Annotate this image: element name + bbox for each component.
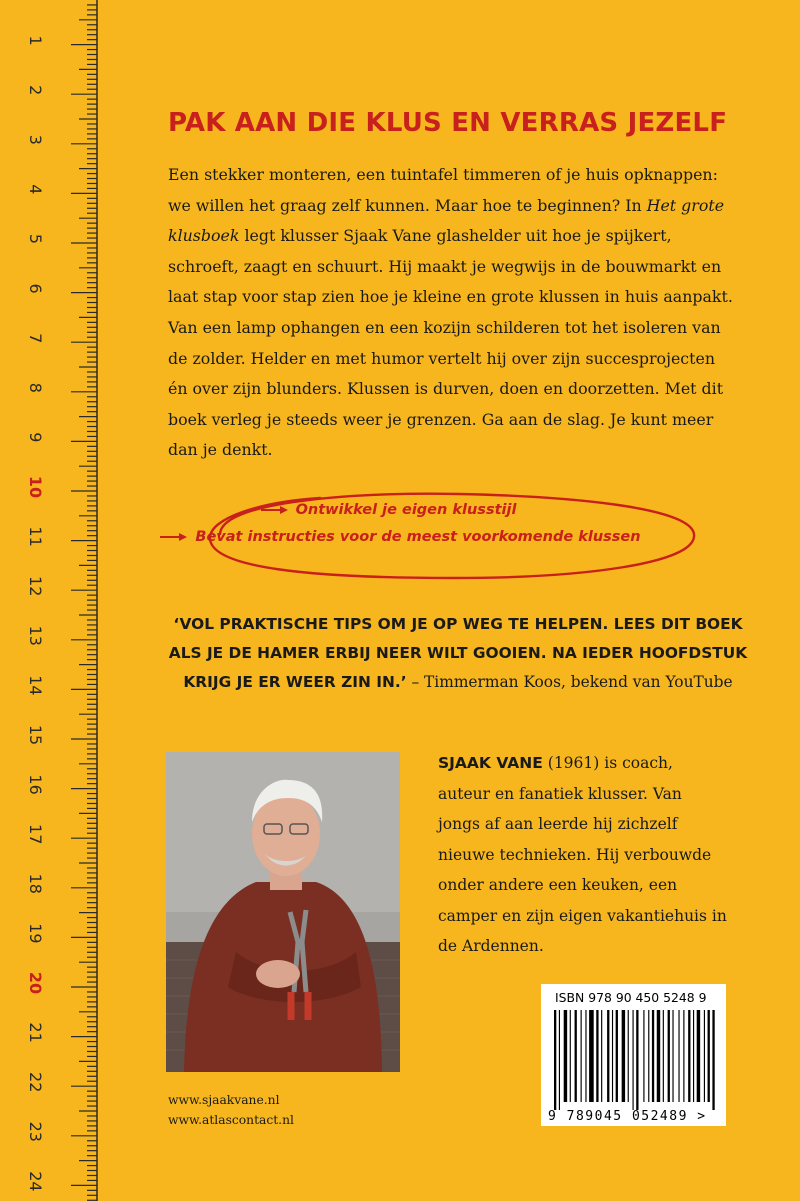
ruler-number: 5 <box>26 233 45 245</box>
barcode-bar <box>612 1010 613 1102</box>
barcode-bar <box>704 1010 705 1102</box>
ruler-number: 2 <box>26 85 45 96</box>
ruler-number: 19 <box>26 923 45 944</box>
bullet-item <box>0 502 788 518</box>
ruler-number: 17 <box>26 824 45 845</box>
headline: PAK AAN DIE KLUS EN VERRAS JEZELF <box>168 108 728 138</box>
barcode-bar <box>683 1010 684 1102</box>
barcode-bar <box>657 1010 660 1102</box>
barcode-bar <box>570 1010 571 1102</box>
barcode-bar <box>693 1010 694 1102</box>
author-bio-text: (1961) is coach, auteur en fanatiek klusser. Van jongs af aan leerde hij zichzelf nieuwe technieken. Hij verbouwde onder andere een keuken, een camper en zijn eigen vakantiehuis in de Ardennen. <box>438 754 727 955</box>
isbn-label: ISBN 978 90 450 5248 9 <box>555 990 707 1005</box>
barcode-bar <box>589 1010 594 1102</box>
ruler-number: 23 <box>26 1121 45 1142</box>
barcode-bar <box>616 1010 618 1102</box>
barcode-bar <box>643 1010 644 1102</box>
bullet-item <box>0 529 800 545</box>
barcode-bar <box>607 1010 609 1102</box>
arrow-icon <box>159 532 189 542</box>
measuring-ruler <box>0 0 98 1201</box>
book-title: Het grote klusboek <box>168 195 725 246</box>
website-link-publisher[interactable]: www.atlascontact.nl <box>168 1113 294 1127</box>
barcode-bar <box>708 1010 710 1102</box>
barcode-bar <box>678 1010 679 1102</box>
ruler-number: 22 <box>26 1072 45 1093</box>
ruler-number: 4 <box>26 184 45 195</box>
ruler-number: 14 <box>26 675 45 696</box>
barcode-bar <box>585 1010 586 1102</box>
quote-text: ‘VOL PRAKTISCHE TIPS OM JE OP WEG TE HELPEN. LEES DIT BOEK ALS JE DE HAMER ERBIJ NEER WILT GOOIEN. NA IEDER HOOFDSTUK KRIJG JE ER WEER ZIN IN.’ <box>168 615 748 691</box>
author-bio <box>438 748 728 962</box>
ruler-number: 13 <box>26 625 45 646</box>
barcode-bar <box>628 1010 629 1102</box>
ruler-number: 20 <box>26 971 45 995</box>
website-links <box>168 1090 294 1130</box>
ruler-number: 3 <box>26 134 45 145</box>
author-name: SJAAK VANE <box>438 754 543 772</box>
ruler-number: 15 <box>26 724 45 746</box>
author-photo <box>166 752 400 1072</box>
website-link-author[interactable]: www.sjaakvane.nl <box>168 1093 280 1107</box>
ruler-number: 21 <box>26 1022 45 1043</box>
barcode-bar <box>668 1010 670 1102</box>
barcode-bar <box>672 1010 673 1102</box>
ruler-number: 24 <box>26 1171 45 1192</box>
review-quote <box>168 610 748 697</box>
ruler-number: 16 <box>26 774 45 795</box>
ruler-number: 8 <box>26 382 45 393</box>
barcode-bar <box>633 1010 634 1110</box>
ruler-number: 10 <box>26 475 45 499</box>
barcode-bar <box>564 1010 567 1102</box>
arrow-icon <box>260 505 290 515</box>
ruler-number: 6 <box>26 283 45 294</box>
barcode-bar <box>663 1010 664 1102</box>
barcode <box>548 1010 720 1110</box>
ruler-number: 12 <box>26 576 45 597</box>
ruler-number: 18 <box>26 873 45 894</box>
blurb-part-2: legt klusser Sjaak Vane glashelder uit hoe je spijkert, schroeft, zaagt en schuurt. Hij maakt je wegwijs in de bouwmarkt en laat stap voor stap zien hoe je kleine en grote klussen in huis aanpakt. Van een lamp ophangen en een kozijn schilderen tot het isoleren van de zolder. Helder en met humor vertelt hij over zijn succesprojecten én over zijn blunders. Klussen is durven, doen en doorzetten. Met dit boek verleg je steeds weer je grenzen. Ga aan de slag. Je kunt meer dan je denkt. <box>168 226 733 460</box>
barcode-bar <box>622 1010 625 1102</box>
ruler-number: 1 <box>26 35 45 46</box>
barcode-bar <box>648 1010 649 1102</box>
barcode-bar <box>688 1010 690 1102</box>
quote-attribution: – Timmerman Koos, bekend van YouTube <box>406 673 733 691</box>
barcode-bar <box>652 1010 654 1102</box>
ruler-number: 11 <box>26 526 45 547</box>
bullet-label: Bevat instructies voor de meest voorkomende klussen <box>195 529 641 545</box>
barcode-bar <box>575 1010 577 1102</box>
barcode-bar <box>712 1010 714 1110</box>
barcode-bar <box>559 1010 560 1110</box>
barcode-bar <box>697 1010 700 1102</box>
barcode-bar <box>601 1010 602 1102</box>
ruler-number: 7 <box>26 333 45 344</box>
barcode-bar <box>596 1010 598 1102</box>
bullet-label: Ontwikkel je eigen klusstijl <box>295 502 517 518</box>
barcode-bar <box>581 1010 582 1102</box>
barcode-bar <box>636 1010 638 1110</box>
barcode-bar <box>554 1010 556 1110</box>
ruler-number: 9 <box>26 432 45 443</box>
barcode-digits: 9 789045 052489 > <box>548 1109 707 1124</box>
blurb-part-1: Een stekker monteren, een tuintafel timmeren of je huis opknappen: we willen het graag zelf kunnen. Maar hoe te beginnen? In <box>168 165 718 215</box>
blurb-text <box>168 160 736 466</box>
